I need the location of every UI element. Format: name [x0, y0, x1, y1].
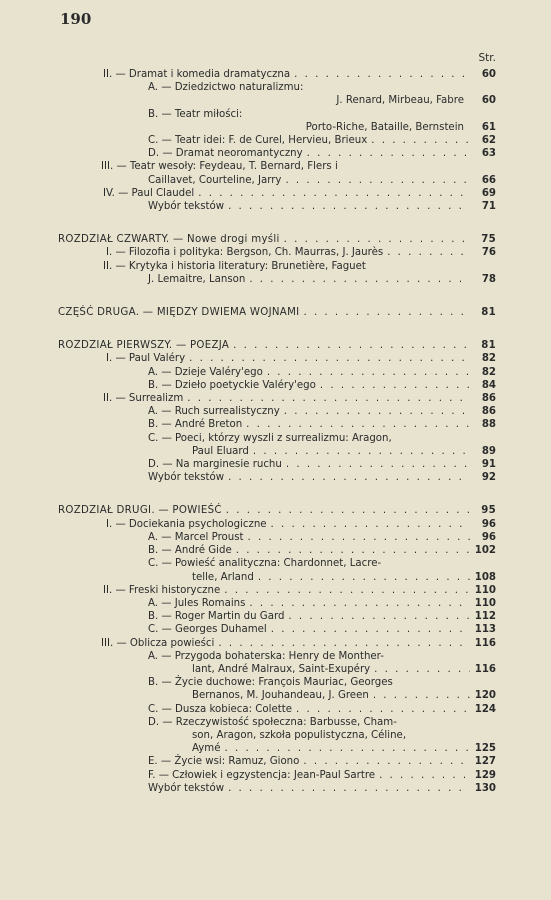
dot-leader	[189, 352, 470, 365]
toc-entry-title: II. — Dramat i komedia dramatyczna	[103, 69, 291, 80]
toc-entry	[58, 392, 496, 405]
toc-page-number: 86	[481, 393, 496, 405]
toc-page-number: 112	[474, 611, 496, 623]
toc-entry	[58, 187, 496, 200]
dot-leader	[258, 571, 470, 584]
dot-leader	[379, 769, 470, 782]
section-gap	[58, 319, 496, 329]
toc-page-number: 129	[474, 769, 496, 781]
toc-entry-title: C. — Powieść analityczna: Chardonnet, Lacre-	[148, 558, 382, 570]
toc-entry	[58, 676, 496, 689]
toc-page-number: 86	[481, 406, 496, 418]
toc-entry-title: Porto-Riche, Bataille, Bernstein	[305, 121, 464, 133]
toc-entry	[58, 557, 496, 570]
toc-page-number: 120	[474, 690, 496, 702]
toc-entry	[58, 597, 496, 610]
toc-entry-title: Wybór tekstów	[148, 201, 225, 213]
toc-entry	[58, 755, 496, 768]
toc-entry-title: Aymé	[192, 743, 221, 755]
toc-page-number: 84	[481, 379, 496, 391]
dot-leader	[224, 584, 470, 597]
toc-entry-title: A. — Ruch surrealistyczny	[148, 406, 280, 418]
toc-entry	[58, 689, 496, 702]
dot-leader	[307, 147, 470, 160]
toc-entry-title: C. — Georges Duhamel	[148, 624, 267, 636]
toc-entry	[58, 471, 496, 484]
toc-entry-title: son, Aragon, szkoła populistyczna, Céline,	[192, 729, 407, 741]
dot-leader	[271, 518, 470, 531]
toc-entry-title: CZĘŚĆ DRUGA. — MIĘDZY DWIEMA WOJNAMI	[58, 307, 300, 319]
toc-entry	[58, 729, 496, 742]
toc-entry-title: A. — Dzieje Valéry'ego	[148, 366, 263, 378]
dot-leader	[303, 306, 470, 319]
toc-chapter-heading	[58, 306, 496, 319]
toc-entry-title: Wybór tekstów	[148, 472, 225, 484]
toc-entry	[58, 518, 496, 531]
toc-entry	[58, 531, 496, 544]
toc-page-number: 81	[481, 340, 496, 352]
dot-leader	[228, 471, 470, 484]
dot-leader	[303, 755, 470, 768]
dot-leader	[246, 418, 470, 431]
toc-entry	[58, 94, 496, 107]
toc-entry-title: F. — Człowiek i egzystencja: Jean-Paul Sartre	[148, 769, 376, 781]
toc-page-number: 102	[474, 545, 496, 557]
dot-leader	[249, 273, 470, 286]
dot-leader	[387, 246, 470, 259]
toc-entry	[58, 108, 496, 121]
dot-leader	[374, 663, 470, 676]
toc-page-number: 69	[481, 187, 496, 199]
toc-entry-title: II. — Krytyka i historia literatury: Brunetière, Faguet	[103, 260, 366, 272]
toc-entry	[58, 81, 496, 94]
toc-page-number: 89	[481, 445, 496, 457]
dot-leader	[236, 544, 470, 557]
toc-page-number: 76	[481, 247, 496, 259]
dot-leader	[296, 703, 470, 716]
toc-page-number: 116	[474, 663, 496, 675]
toc-entry-title: telle, Arland	[192, 571, 254, 583]
toc-page-number: 81	[481, 307, 496, 319]
toc-entry	[58, 379, 496, 392]
toc-entry	[58, 571, 496, 584]
toc-entry	[58, 432, 496, 445]
toc-entry-title: I. — Dociekania psychologiczne	[106, 518, 267, 530]
toc-entry-title: I. — Paul Valéry	[106, 353, 186, 365]
toc-entry	[58, 742, 496, 755]
toc-entry-title: D. — Rzeczywistość społeczna: Barbusse, Cham-	[148, 716, 397, 728]
toc-page-number: 62	[481, 135, 496, 147]
toc-page-number: 78	[481, 273, 496, 285]
toc-entry-title: A. — Przygoda bohaterska: Henry de Monther-	[148, 650, 384, 662]
dot-leader	[248, 531, 470, 544]
toc-entry-title: D. — Dramat neoromantyczny	[148, 148, 303, 160]
toc-page-number: 108	[474, 571, 496, 583]
toc-page-number: 60	[481, 69, 496, 80]
toc-entry	[58, 623, 496, 636]
toc-entry	[58, 405, 496, 418]
toc-entry-title: Paul Eluard	[192, 445, 249, 457]
page-column-label: Str.	[478, 52, 496, 64]
toc-entry	[58, 610, 496, 623]
toc-entry-title: Caillavet, Courteline, Jarry	[148, 174, 282, 186]
toc-entry	[58, 782, 496, 795]
toc-page-number: 63	[481, 148, 496, 160]
toc-entry-title: lant, André Malraux, Saint-Exupéry	[192, 663, 371, 675]
toc-entry-title: I. — Filozofia i polityka: Bergson, Ch. Maurras, J. Jaurès	[106, 247, 384, 259]
toc-entry-title: C. — Poeci, którzy wyszli z surrealizmu: Aragon,	[148, 432, 392, 444]
toc-chapter-heading	[58, 339, 496, 352]
toc-entry-title: II. — Freski historyczne	[103, 584, 221, 596]
toc-page-number: 88	[481, 419, 496, 431]
toc-entry-title: A. — Marcel Proust	[148, 531, 244, 543]
toc-entry-title: B. — Teatr miłości:	[148, 108, 243, 120]
section-gap	[58, 213, 496, 223]
dot-leader	[271, 623, 470, 636]
toc-entry	[58, 160, 496, 173]
toc-page-number: 91	[481, 459, 496, 471]
toc-entry-title: ROZDZIAŁ PIERWSZY. — POEZJA	[58, 340, 230, 352]
toc-entry	[58, 273, 496, 286]
toc-entry-title: Wybór tekstów	[148, 782, 225, 794]
toc-page-number: 130	[474, 782, 496, 794]
toc-page-number: 125	[474, 743, 496, 755]
dot-leader	[198, 187, 470, 200]
toc-entry-title: B. — André Gide	[148, 545, 232, 557]
toc-page-number: 124	[474, 703, 496, 715]
dot-leader	[284, 233, 470, 246]
dot-leader	[187, 392, 470, 405]
toc-entry	[58, 703, 496, 716]
toc-entry	[58, 121, 496, 134]
toc-page-number: 92	[481, 472, 496, 484]
dot-leader	[253, 445, 470, 458]
toc-entry-title: A. — Jules Romains	[148, 597, 246, 609]
toc-entry-title: III. — Teatr wesoły: Feydeau, T. Bernard, Flers i	[101, 161, 338, 173]
toc-page-number: 95	[481, 505, 496, 517]
toc-entry-title: ROZDZIAŁ CZWARTY. — Nowe drogi myśli	[58, 234, 280, 246]
toc-entry	[58, 68, 496, 81]
dot-leader	[285, 174, 470, 187]
table-of-contents	[58, 68, 496, 795]
toc-entry-title: ROZDZIAŁ DRUGI. — POWIEŚĆ	[58, 505, 222, 517]
toc-page-number: 96	[481, 531, 496, 543]
toc-entry	[58, 260, 496, 273]
toc-entry-title: J. Renard, Mirbeau, Fabre	[336, 95, 464, 107]
toc-entry	[58, 458, 496, 471]
dot-leader	[218, 637, 470, 650]
toc-entry-title: J. Lemaitre, Lanson	[148, 273, 246, 285]
toc-entry	[58, 200, 496, 213]
toc-entry-title: C. — Teatr idei: F. de Curel, Hervieu, Brieux	[148, 135, 368, 147]
toc-entry-title: B. — Życie duchowe: François Mauriac, Georges	[148, 677, 393, 689]
toc-entry	[58, 769, 496, 782]
toc-entry	[58, 174, 496, 187]
toc-chapter-heading	[58, 233, 496, 246]
toc-entry	[58, 650, 496, 663]
toc-page-number: 110	[474, 584, 496, 596]
toc-page-number: 110	[474, 597, 496, 609]
toc-page-number: 66	[481, 174, 496, 186]
toc-entry-title: D. — Na marginesie ruchu	[148, 459, 282, 471]
toc-entry	[58, 544, 496, 557]
dot-leader	[284, 405, 470, 418]
toc-entry-title: Bernanos, M. Jouhandeau, J. Green	[192, 690, 369, 702]
toc-entry	[58, 366, 496, 379]
dot-leader	[373, 689, 470, 702]
dot-leader	[320, 379, 470, 392]
dot-leader	[371, 134, 470, 147]
toc-entry	[58, 134, 496, 147]
section-gap	[58, 286, 496, 296]
dot-leader	[225, 742, 471, 755]
dot-leader	[286, 458, 470, 471]
dot-leader	[288, 610, 470, 623]
toc-page-number: 60	[481, 95, 496, 107]
dot-leader	[294, 68, 470, 81]
toc-entry	[58, 418, 496, 431]
toc-page-number: 96	[481, 518, 496, 530]
dot-leader	[228, 782, 470, 795]
toc-entry-title: E. — Życie wsi: Ramuz, Giono	[148, 756, 300, 768]
section-gap	[58, 484, 496, 494]
toc-page-number: 71	[481, 201, 496, 213]
toc-entry-title: IV. — Paul Claudel	[103, 187, 195, 199]
toc-entry-title: B. — Roger Martin du Gard	[148, 611, 285, 623]
toc-page-number: 113	[474, 624, 496, 636]
toc-entry	[58, 445, 496, 458]
toc-entry-title: III. — Oblicza powieści	[101, 637, 215, 649]
dot-leader	[249, 597, 470, 610]
toc-entry-title: A. — Dziedzictwo naturalizmu:	[148, 82, 304, 94]
page-number: 190	[60, 10, 92, 28]
toc-page-number: 127	[474, 756, 496, 768]
toc-chapter-heading	[58, 504, 496, 517]
toc-entry	[58, 663, 496, 676]
toc-page-number: 116	[474, 637, 496, 649]
toc-entry-title: B. — André Breton	[148, 419, 243, 431]
toc-entry	[58, 246, 496, 259]
toc-entry-title: C. — Dusza kobieca: Colette	[148, 703, 293, 715]
toc-page-number: 82	[481, 353, 496, 365]
dot-leader	[226, 504, 470, 517]
dot-leader	[228, 200, 470, 213]
toc-entry	[58, 352, 496, 365]
toc-entry-title: II. — Surrealizm	[103, 393, 184, 405]
toc-entry	[58, 716, 496, 729]
toc-entry-title: B. — Dzieło poetyckie Valéry'ego	[148, 379, 316, 391]
dot-leader	[267, 366, 470, 379]
toc-page-number: 61	[481, 121, 496, 133]
toc-entry	[58, 147, 496, 160]
toc-page-number: 75	[481, 234, 496, 246]
toc-entry	[58, 637, 496, 650]
toc-page-number: 82	[481, 366, 496, 378]
toc-entry	[58, 584, 496, 597]
dot-leader	[233, 339, 470, 352]
